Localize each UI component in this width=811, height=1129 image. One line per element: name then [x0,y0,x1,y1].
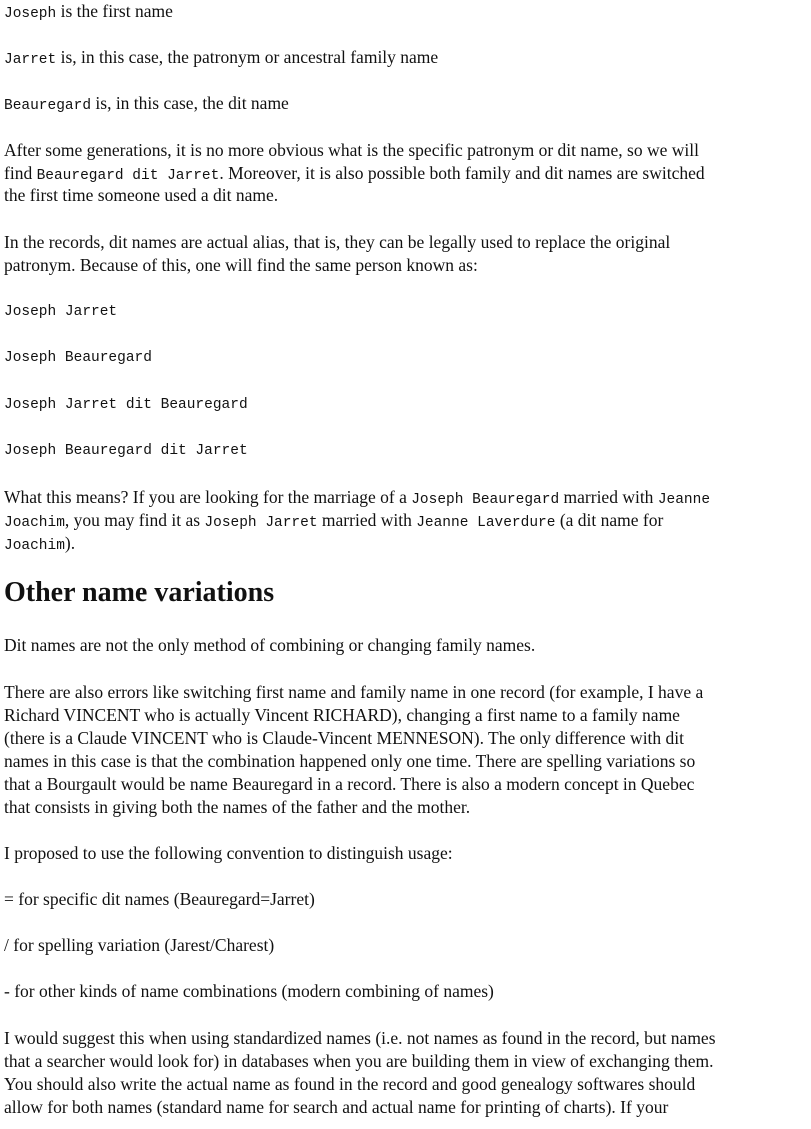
paragraph-3-line-3 [4,532,75,557]
code-jeanne: Jeanne [657,492,711,508]
section-paragraph-1: Dit names are not the only method of combining or changing family names. [4,635,536,655]
section-paragraph-4-line: allow for both names (standard name for search and actual name for printing of charts). If your [4,1097,669,1117]
convention-item: / for spelling variation (Jarest/Charest) [4,935,275,955]
paragraph-3-text: married with [317,510,417,530]
section-paragraph-2-line: Richard VINCENT who is actually Vincent RICHARD), changing a first name to a family name [4,705,680,725]
paragraph-3-text: , you may find it as [64,510,205,530]
convention-item: - for other kinds of name combinations (modern combining of names) [4,981,494,1001]
code-joachim: Joachim [4,515,65,531]
definition-patronym-text: is, in this case, the patronym or ancestral family name [56,47,439,67]
paragraph-3-line-1 [4,486,710,511]
paragraph-2-line-1: In the records, dit names are actual alias, that is, they can be legally used to replace the original [4,232,671,252]
paragraph-3-line-2 [4,509,663,534]
paragraph-3-text: married with [559,487,658,507]
code-joseph-beauregard: Joseph Beauregard [411,492,560,508]
code-joseph-jarret: Joseph Jarret [204,515,318,531]
paragraph-1-line-2-pre: find [4,163,37,183]
paragraph-3-text: ). [64,533,76,553]
definition-patronym [4,46,438,71]
paragraph-3-text: What this means? If you are looking for the marriage of a [4,487,412,507]
paragraph-2-line-2: patronym. Because of this, one will find the same person known as: [4,255,478,275]
paragraph-3-text: (a dit name for [555,510,664,530]
example-name: Joseph Jarret [4,304,118,320]
section-heading: Other name variations [4,577,275,608]
example-name: Joseph Beauregard [4,350,152,366]
section-paragraph-2-line: names in this case is that the combination happened only one time. There are spelling variations so [4,751,696,771]
section-paragraph-3: I proposed to use the following convention to distinguish usage: [4,843,453,863]
definition-first-name-text: is the first name [56,1,173,21]
section-paragraph-2-line: There are also errors like switching first name and family name in one record (for example, I have a [4,682,704,702]
paragraph-1-line-2-post: . Moreover, it is also possible both family and dit names are switched [219,163,705,183]
code-joachim: Joachim [4,538,65,554]
section-paragraph-4-line: I would suggest this when using standardized names (i.e. not names as found in the record, but names [4,1028,716,1048]
paragraph-1-line-3: the first time someone used a dit name. [4,185,279,205]
section-paragraph-4-line: that a searcher would look for) in databases when you are building them in view of exchanging them. [4,1051,714,1071]
convention-item: = for specific dit names (Beauregard=Jarret) [4,889,315,909]
section-paragraph-2-line: that a Bourgault would be name Beauregard in a record. There is also a modern concept in Quebec [4,774,695,794]
code-beauregard-dit-jarret: Beauregard dit Jarret [36,168,220,184]
code-first-name: Joseph [4,6,57,22]
section-paragraph-2-line: that consists in giving both the names of the father and the mother. [4,797,471,817]
paragraph-1-line-1: After some generations, it is no more obvious what is the specific patronym or dit name, so we will [4,140,699,160]
section-paragraph-4-line: You should also write the actual name as found in the record and good genealogy softwares should [4,1074,696,1094]
definition-first-name [4,0,173,25]
code-jeanne-laverdure: Jeanne Laverdure [416,515,556,531]
code-patronym: Jarret [4,52,57,68]
definition-dit-name [4,92,289,117]
definition-dit-name-text: is, in this case, the dit name [91,93,289,113]
example-name: Joseph Beauregard dit Jarret [4,443,248,459]
code-dit-name: Beauregard [4,98,92,114]
section-paragraph-2-line: (there is a Claude VINCENT who is Claude-Vincent MENNESON). The only difference with dit [4,728,685,748]
example-name: Joseph Jarret dit Beauregard [4,397,248,413]
